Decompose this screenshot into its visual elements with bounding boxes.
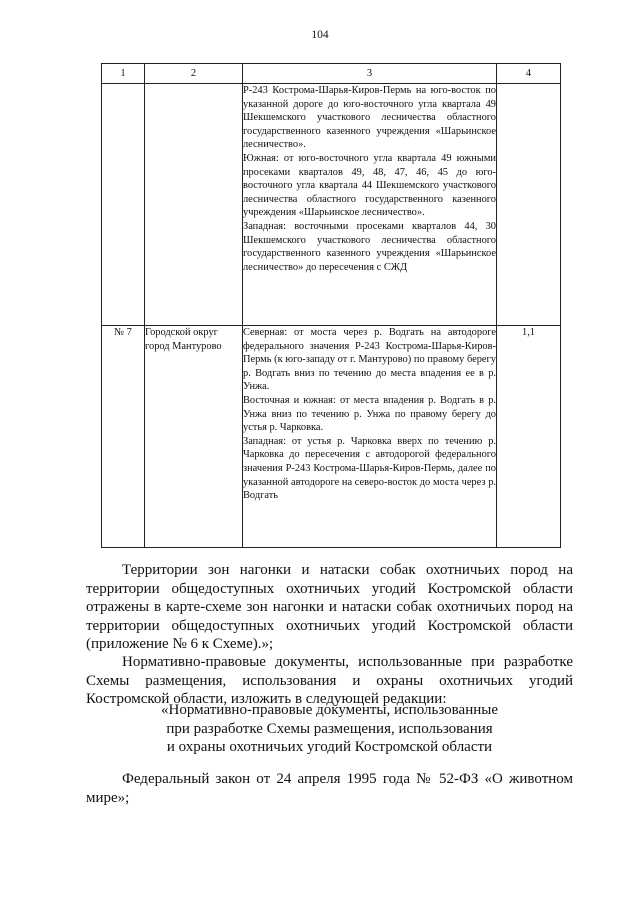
table-header-row	[102, 64, 561, 84]
description-paragraph: Южная: от юго-восточного угла квартала 49 южными просеками кварталов 49, 48, 47, 46, 45 до юго-восточного угла квартала 44 Шекшемского участкового лесничества областного государственного казенного учреждения «Шарьинское лесничество».	[243, 152, 496, 219]
hunting-zones-table	[101, 63, 561, 548]
table-row-continuation	[102, 84, 561, 326]
section-heading	[86, 701, 573, 757]
heading-line: «Нормативно-правовые документы, использованные	[160, 702, 499, 718]
description-paragraph: Западная: восточными просеками кварталов 44, 30 Шекшемского участкового лесничества областного государственного казенного учреждения «Шарьинское лесничество» до пересечения с СЖД	[243, 220, 496, 273]
column-header-3: 3	[243, 64, 497, 84]
heading-line: и охраны охотничьих угодий Костромской области	[166, 739, 493, 755]
paragraph-federal-law	[86, 770, 573, 807]
row-number-cell: № 7	[102, 326, 145, 548]
row-name-cell: Городской округ город Мантурово	[145, 326, 243, 548]
row-description-cell	[243, 84, 497, 326]
paragraph-text: Нормативно-правовые документы, использованные при разработке Схемы размещения, использования и охраны охотничьих угодий Костромской области, изложить в следующей редакции:	[86, 654, 573, 707]
row-number-cell	[102, 84, 145, 326]
row-name-cell	[145, 84, 243, 326]
description-paragraph: Восточная и южная: от места впадения р. Водгать в р. Унжа вниз по течению р. Унжа по правому берегу до устья р. Чарковка.	[243, 394, 496, 434]
row-description-cell	[243, 326, 497, 548]
column-header-4: 4	[497, 64, 561, 84]
paragraph-text: Федеральный закон от 24 апреля 1995 года № 52-ФЗ «О животном мире»;	[86, 771, 573, 806]
paragraph-text: Территории зон нагонки и натаски собак охотничьих пород на территории общедоступных охотничьих угодий Костромской области отражены в карте-схеме зон нагонки и натаски собак охотничьих пород на территории общедоступных охотничьих угодий Костромской области (приложение № 6 к Схеме).»;	[86, 562, 573, 652]
column-header-2: 2	[145, 64, 243, 84]
paragraph-territories	[86, 561, 573, 654]
row-value-cell: 1,1	[497, 326, 561, 548]
page-number: 104	[311, 29, 329, 41]
description-paragraph: Р-243 Кострома-Шарья-Киров-Пермь на юго-восток по указанной дороге до юго-восточного угла квартала 49 Шекшемского участкового лесничества областного государственного казенного учреждения «Шарьинское лесничество».	[243, 85, 496, 151]
description-paragraph: Западная: от устья р. Чарковка вверх по течению р. Чарковка до пересечения с автодорогой федерального значения Р-243 Кострома-Шарья-Киров-Пермь, далее по указанной автодороге на северо-восток до моста через р. Водгать	[243, 435, 496, 502]
column-header-1: 1	[102, 64, 145, 84]
description-paragraph: Северная: от моста через р. Водгать на автодороге федерального значения Р-243 Кострома-Шарья-Киров-Пермь (к юго-западу от г. Мантурово) по правому берегу р. Водгать вниз по течению до места впадения ее в р. Унжа.	[243, 327, 496, 393]
table-row-7	[102, 326, 561, 548]
heading-line: при разработке Схемы размещения, использования	[166, 720, 493, 737]
row-value-cell	[497, 84, 561, 326]
